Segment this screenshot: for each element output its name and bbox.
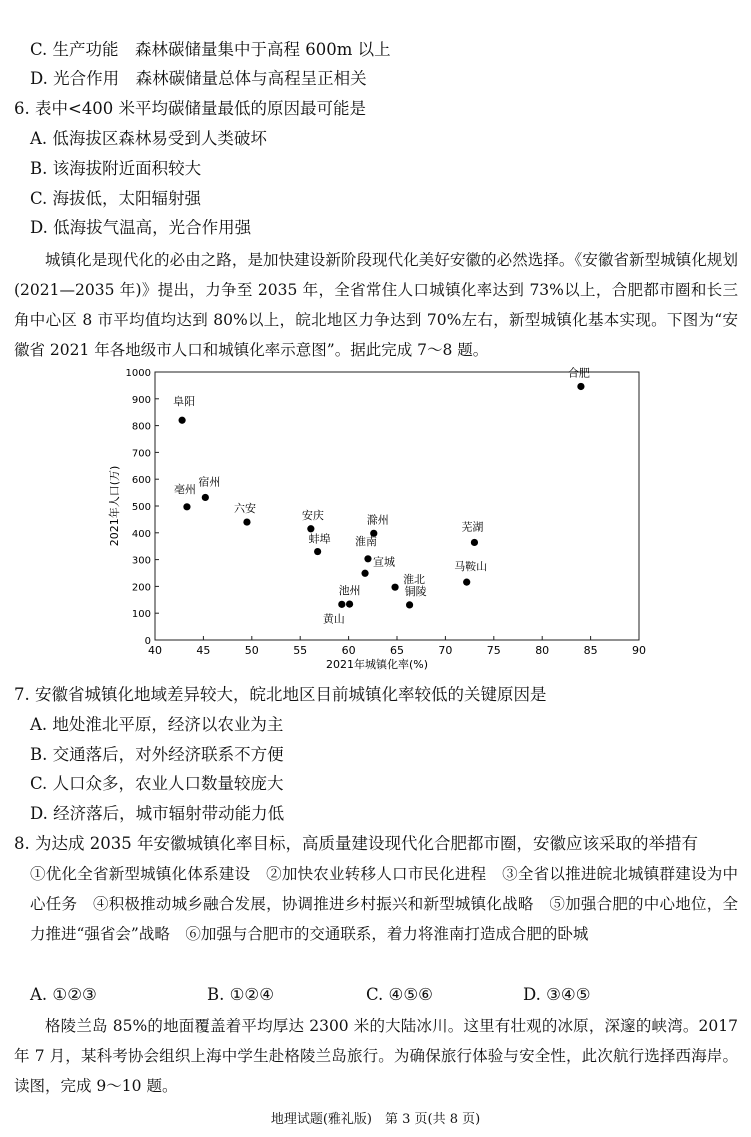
data-point xyxy=(314,548,321,555)
point-label: 马鞍山 xyxy=(454,560,488,574)
x-tick-label: 65 xyxy=(390,644,404,657)
data-point xyxy=(471,539,478,546)
data-point xyxy=(361,570,368,577)
point-label: 蚌埠 xyxy=(308,532,331,546)
passage-urbanization: 城镇化是现代化的必由之路，是加快建设新阶段现代化美好安徽的必然选择。《安徽省新型城镇化规划(2021—2035 年)》提出，力争至 2035 年，全省常住人口城镇化率达到 73%以上，合肥都市圈和长三角中心区 8 市平均值均达到 80%以上，皖北地区力争达到 70%左右，新型城镇化基本实现。下图为“安徽省 2021 年各地级市人口和城镇化率示意图”。据此完成 7～8 题。 xyxy=(14,251,738,359)
x-tick-label: 40 xyxy=(148,644,162,657)
point-label: 宿州 xyxy=(198,475,221,489)
point-label: 安庆 xyxy=(301,508,324,522)
q8-stem: 8. 为达成 2035 年安徽城镇化率目标，高质量建设现代化合肥都市圈，安徽应该采取的举措有 xyxy=(14,834,698,853)
point-label: 铜陵 xyxy=(404,584,427,598)
q5-option-d: D. 光合作用 森林碳储量总体与高程呈正相关 xyxy=(30,69,367,88)
point-label: 池州 xyxy=(338,584,361,598)
y-tick-label: 900 xyxy=(131,394,151,406)
y-tick-label: 100 xyxy=(131,609,151,621)
x-tick-label: 90 xyxy=(632,644,646,657)
x-tick-label: 85 xyxy=(583,644,598,657)
point-label: 六安 xyxy=(233,502,256,516)
x-tick-label: 70 xyxy=(438,644,453,657)
point-label: 合肥 xyxy=(567,366,590,380)
point-label: 滁州 xyxy=(366,513,389,527)
y-tick-label: 500 xyxy=(131,502,151,513)
q5-option-c: C. 生产功能 森林碳储量集中于高程 600m 以上 xyxy=(30,40,391,59)
y-tick-label: 200 xyxy=(131,582,151,594)
data-point xyxy=(577,383,584,390)
q8-option-c: C. ④⑤⑥ xyxy=(366,985,433,1004)
q6-option-d: D. 低海拔气温高，光合作用强 xyxy=(30,218,252,237)
x-tick-label: 55 xyxy=(293,644,308,657)
point-label: 阜阳 xyxy=(173,395,196,409)
x-tick-label: 60 xyxy=(341,644,356,657)
point-label: 淮南 xyxy=(354,534,377,548)
q6-option-b: B. 该海拔附近面积较大 xyxy=(30,159,202,178)
passage-greenland: 格陵兰岛 85%的地面覆盖着平均厚达 2300 米的大陆冰川。这里有壮观的冰原，深邃的峡湾。2017 年 7 月，某科考协会组织上海中学生赴格陵兰岛旅行。为确保旅行体验与安全性，此次航行选择西海岸。读图，完成 9～10 题。 xyxy=(14,1017,738,1095)
point-label: 亳州 xyxy=(173,482,196,496)
x-tick-label: 45 xyxy=(196,644,211,657)
y-tick-label: 300 xyxy=(131,555,151,567)
q6-stem: 6. 表中<400 米平均碳储量最低的原因最可能是 xyxy=(14,99,367,118)
y-tick-label: 600 xyxy=(131,475,151,487)
x-tick-label: 50 xyxy=(244,644,259,657)
q8-option-b: B. ①②④ xyxy=(207,985,274,1004)
point-label: 淮北 xyxy=(403,573,426,587)
y-tick-label: 1000 xyxy=(125,368,151,379)
q8-option-d: D. ③④⑤ xyxy=(523,985,591,1004)
y-tick-label: 400 xyxy=(131,528,151,540)
x-tick-label: 75 xyxy=(486,644,501,657)
y-tick-label: 700 xyxy=(131,448,151,460)
q8-option-a: A. ①②③ xyxy=(30,985,97,1004)
y-axis-label: 2021年人口(万) xyxy=(108,465,121,547)
q7-option-b: B. 交通落后，对外经济联系不方便 xyxy=(30,745,284,764)
data-point xyxy=(346,600,353,607)
data-point xyxy=(183,503,190,510)
page-footer: 地理试题(雅礼版) 第 3 页(共 8 页) xyxy=(270,1112,481,1127)
scatter-chart xyxy=(108,362,650,671)
data-point xyxy=(202,494,209,501)
data-point xyxy=(243,518,250,525)
q7-option-d: D. 经济落后，城市辐射带动能力低 xyxy=(30,804,285,823)
data-point xyxy=(406,601,413,608)
q7-option-c: C. 人口众多，农业人口数量较庞大 xyxy=(30,774,284,793)
data-point xyxy=(179,417,186,424)
q7-stem: 7. 安徽省城镇化地域差异较大，皖北地区目前城镇化率较低的关键原因是 xyxy=(14,685,547,704)
data-point xyxy=(463,579,470,586)
q6-option-c: C. 海拔低，太阳辐射强 xyxy=(30,189,202,208)
point-label: 宣城 xyxy=(373,555,396,569)
data-point xyxy=(391,584,398,591)
plot-frame xyxy=(155,372,639,640)
q8-statements: ①优化全省新型城镇化体系建设 ②加快农业转移人口市民化进程 ③全省以推进皖北城镇群建设为中心任务 ④积极推动城乡融合发展，协调推进乡村振兴和新型城镇化战略 ⑤加强合肥的中心地位，全力推进“强省会”战略 ⑥加强与合肥市的交通联系，着力将淮南打造成合肥的卧城 xyxy=(30,865,738,943)
data-point xyxy=(364,555,371,562)
q7-option-a: A. 地处淮北平原，经济以农业为主 xyxy=(30,715,284,734)
data-point xyxy=(338,601,345,608)
y-tick-label: 0 xyxy=(144,636,151,647)
q6-option-a: A. 低海拔区森林易受到人类破坏 xyxy=(30,129,267,148)
point-label: 黄山 xyxy=(322,612,345,626)
point-label: 芜湖 xyxy=(461,520,484,534)
x-tick-label: 80 xyxy=(535,644,550,657)
x-axis-label: 2021年城镇化率(%) xyxy=(325,658,429,671)
data-point xyxy=(307,525,314,532)
y-tick-label: 800 xyxy=(131,421,151,433)
